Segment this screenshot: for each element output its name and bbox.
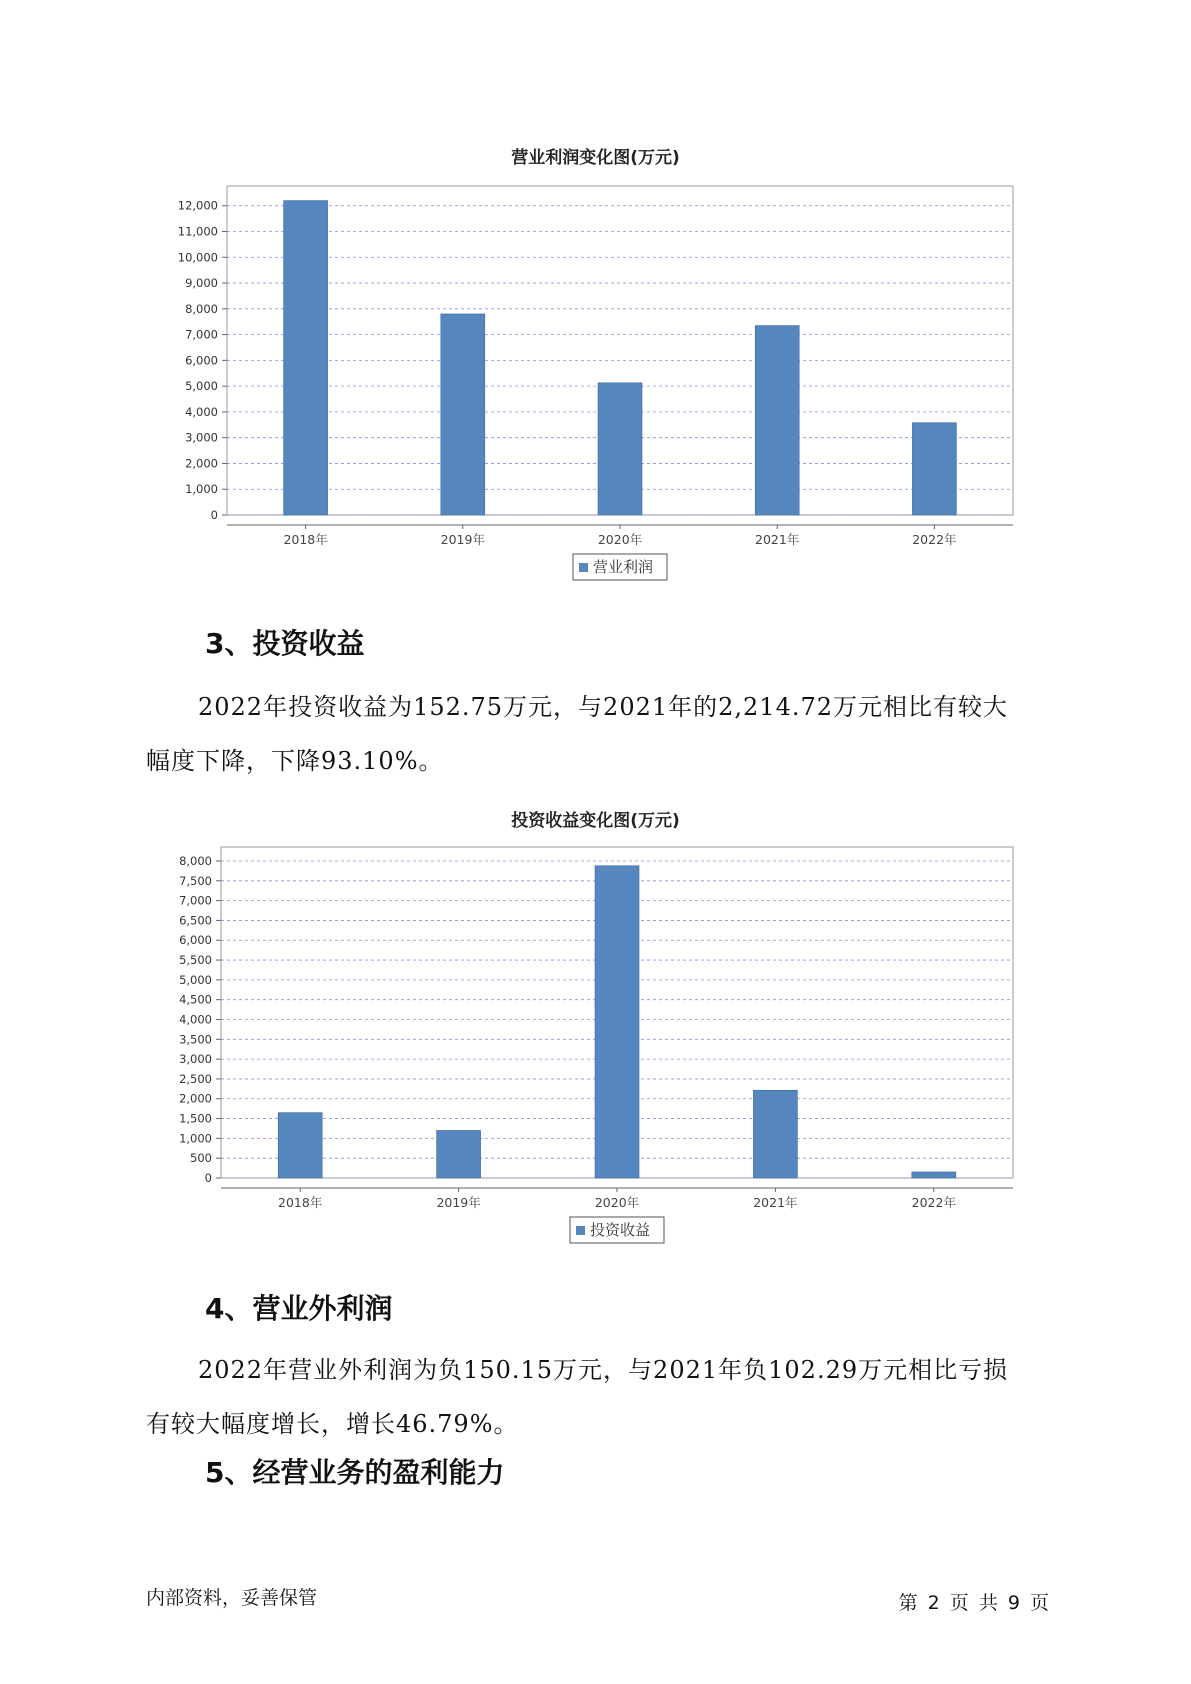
y-tick-label: 3,000	[179, 1052, 212, 1067]
x-tick-label: 2020年	[597, 532, 643, 547]
footer-confidential-note: 内部资料，妥善保管	[146, 1587, 318, 1609]
bar-2022年	[912, 423, 956, 515]
y-tick-label: 6,000	[185, 353, 218, 368]
x-tick-label: 2019年	[440, 532, 485, 547]
y-tick-label: 0	[204, 1171, 212, 1185]
y-tick-label: 7,500	[179, 873, 212, 888]
x-tick-label: 2018年	[278, 1195, 323, 1210]
y-tick-label: 9,000	[185, 276, 218, 291]
y-tick-label: 2,000	[185, 456, 218, 471]
y-tick-label: 0	[210, 508, 218, 522]
y-tick-label: 4,500	[179, 992, 212, 1007]
y-tick-label: 1,000	[179, 1131, 212, 1146]
y-tick-label: 6,000	[179, 933, 212, 948]
y-tick-label: 3,500	[179, 1032, 212, 1047]
investment-paragraph	[146, 680, 1046, 788]
y-tick-label: 10,000	[177, 250, 218, 265]
x-tick-label: 2022年	[912, 532, 957, 547]
bar-2020年	[595, 866, 639, 1178]
bar-2022年	[912, 1172, 956, 1178]
bar-2019年	[437, 1130, 481, 1178]
x-tick-label: 2021年	[755, 532, 800, 547]
y-tick-label: 8,000	[185, 301, 218, 316]
non-operating-paragraph	[146, 1343, 1046, 1451]
y-tick-label: 5,000	[179, 972, 212, 987]
bar-2020年	[598, 383, 642, 515]
y-tick-label: 1,500	[179, 1111, 212, 1126]
operating-profit-chart-title: 营业利润变化图(万元)	[511, 148, 680, 168]
y-tick-label: 8,000	[179, 853, 212, 868]
bar-2019年	[441, 314, 485, 515]
y-tick-label: 7,000	[185, 327, 218, 342]
y-tick-label: 2,000	[179, 1091, 212, 1106]
x-tick-label: 2022年	[911, 1195, 956, 1210]
non-operating-line-2: 有较大幅度增长，增长46.79%。	[146, 1410, 519, 1438]
legend-label: 投资收益	[590, 1221, 651, 1239]
y-tick-label: 12,000	[177, 198, 218, 213]
bar-2021年	[755, 326, 799, 515]
operating-profit-chart	[0, 170, 1191, 590]
y-tick-label: 11,000	[177, 224, 218, 239]
bar-2018年	[284, 201, 328, 515]
y-tick-label: 6,500	[179, 913, 212, 928]
y-tick-label: 2,500	[179, 1071, 212, 1086]
profitability-heading: 5、经营业务的盈利能力	[205, 1456, 505, 1489]
legend-swatch	[579, 563, 588, 572]
non-operating-heading: 4、营业外利润	[205, 1292, 393, 1325]
x-tick-label: 2021年	[753, 1195, 798, 1210]
x-tick-label: 2018年	[283, 532, 328, 547]
legend-swatch	[576, 1226, 585, 1235]
y-tick-label: 4,000	[185, 404, 218, 419]
investment-heading: 3、投资收益	[205, 627, 365, 660]
y-tick-label: 4,000	[179, 1012, 212, 1027]
y-tick-label: 5,000	[185, 379, 218, 394]
y-tick-label: 5,500	[179, 953, 212, 968]
y-tick-label: 3,000	[185, 430, 218, 445]
investment-line-2: 幅度下降，下降93.10%。	[146, 747, 444, 775]
bar-2021年	[753, 1090, 797, 1178]
x-tick-label: 2019年	[436, 1195, 481, 1210]
x-tick-label: 2020年	[594, 1195, 640, 1210]
legend-label: 营业利润	[593, 558, 654, 576]
investment-line-1: 2022年投资收益为152.75万元，与2021年的2,214.72万元相比有较大	[198, 693, 1009, 721]
investment-chart	[0, 833, 1191, 1253]
footer-page-number: 第 2 页 共 9 页	[898, 1592, 1049, 1614]
y-tick-label: 1,000	[185, 482, 218, 497]
y-tick-label: 7,000	[179, 893, 212, 908]
non-operating-line-1: 2022年营业外利润为负150.15万元，与2021年负102.29万元相比亏损	[198, 1356, 1009, 1384]
y-tick-label: 500	[190, 1151, 212, 1166]
investment-chart-title: 投资收益变化图(万元)	[511, 811, 680, 831]
bar-2018年	[278, 1113, 322, 1178]
